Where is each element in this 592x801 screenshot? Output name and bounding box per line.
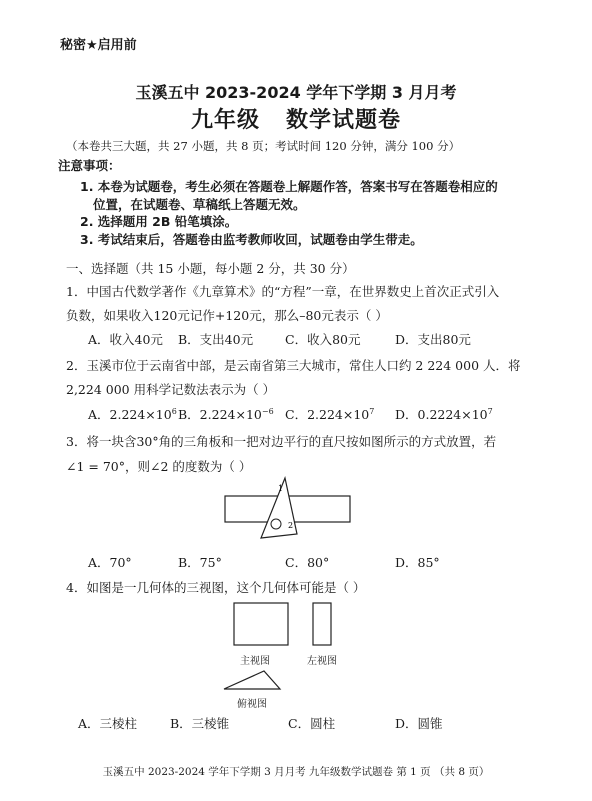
question-3-line-2: ∠1 = 70°，则∠2 的度数为（ ）	[66, 459, 252, 474]
notes-heading: 注意事项：	[58, 158, 121, 173]
angle-1-label: 1	[278, 484, 284, 493]
q3-option-a: A．70°	[88, 555, 132, 570]
q1-option-c: C．收入80元	[285, 332, 361, 347]
q4-option-c: C．圆柱	[288, 716, 336, 731]
q1-option-a: A．收入40元	[88, 332, 163, 347]
grade-label: 九年级	[190, 108, 260, 133]
section-heading: 一、选择题（共 15 小题，每小题 2 分，共 30 分）	[66, 261, 355, 276]
q4-option-d: D．圆锥	[395, 716, 443, 731]
q2-option-c: C．$2.224\times 10^7$	[285, 406, 375, 422]
front-view-caption: 主视图	[240, 656, 270, 667]
q2-option-a: A．$2.224\times 10^6$	[88, 406, 177, 422]
q4-option-a: A．三棱柱	[78, 716, 138, 731]
question-4-line-1: 4．如图是一几何体的三视图，这个几何体可能是（ ）	[66, 580, 366, 595]
question-2-line-2: 2,224 000 用科学记数法表示为（ ）	[66, 382, 276, 397]
side-view-caption: 左视图	[307, 656, 337, 667]
exam-title: 玉溪五中 2023-2024 学年下学期 3 月月考	[135, 83, 457, 102]
q4-option-b: B．三棱锥	[170, 716, 230, 731]
q2-option-d: D．$0.2224\times 10^7$	[395, 406, 493, 422]
question-3-line-1: 3．将一块含30°角的三角板和一把对边平行的直尺按如图所示的方式放置，若	[66, 434, 497, 449]
subject-label: 数学试题卷	[286, 108, 402, 133]
q1-option-d: D．支出80元	[395, 332, 471, 347]
note-2: 2. 选择题用 2B 铅笔填涂。	[80, 214, 238, 229]
note-1: 1. 本卷为试题卷，考生必须在答题卷上解题作答，答案书写在答题卷相应的	[80, 179, 498, 194]
note-1-cont: 位置，在试题卷、草稿纸上答题无效。	[93, 197, 306, 212]
page-footer: 玉溪五中 2023-2024 学年下学期 3 月月考 九年级数学试题卷 第 1 页 （共 8 页）	[102, 766, 490, 778]
q2-option-b: B．$2.224\times 10^{-6}$	[178, 406, 274, 422]
question-2-line-1: 2．玉溪市位于云南省中部，是云南省第三大城市，常住人口约 2 224 000 人．将	[66, 358, 521, 373]
angle-2-label: 2	[288, 521, 294, 530]
note-3: 3. 考试结束后，答题卷由监考教师收回，试题卷由学生带走。	[80, 232, 423, 247]
question-1-line-1: 1．中国古代数学著作《九章算术》的“方程”一章，在世界数史上首次正式引入	[66, 284, 500, 299]
question-1-line-2: 负数，如果收入120元记作+120元，那么–80元表示（ ）	[66, 308, 388, 323]
q3-option-b: B．75°	[178, 555, 222, 570]
q3-option-d: D．85°	[395, 555, 440, 570]
front-view-figure	[233, 602, 289, 646]
confidential-label: 秘密★启用前	[60, 38, 137, 53]
top-view-caption: 俯视图	[237, 699, 267, 710]
top-view-figure	[222, 669, 282, 691]
q1-option-b: B．支出40元	[178, 332, 254, 347]
q3-option-c: C．80°	[285, 555, 330, 570]
ruler-triangle-figure	[225, 478, 355, 548]
exam-info: （本卷共三大题，共 27 小题，共 8 页；考试时间 120 分钟，满分 100 分）	[66, 139, 461, 153]
exam-subtitle	[0, 103, 592, 134]
side-view-figure	[312, 602, 332, 646]
